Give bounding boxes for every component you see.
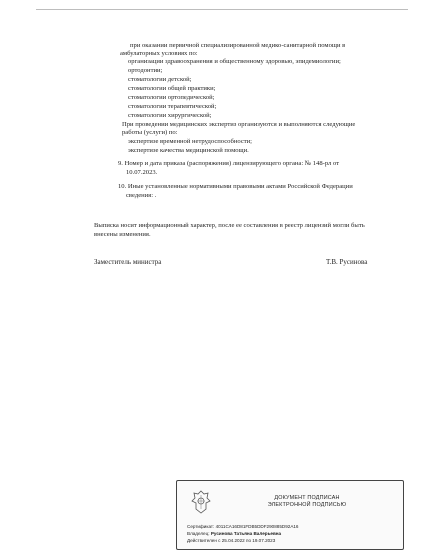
item-10-line-2: сведения: . <box>126 192 157 199</box>
service-item: ортодонтии; <box>128 67 163 74</box>
stamp-title-line-2: ЭЛЕКТРОННОЙ ПОДПИСЬЮ <box>267 502 347 508</box>
service-item: стоматологии терапевтической; <box>128 103 217 110</box>
stamp-owner <box>187 531 281 536</box>
service-item: стоматологии общей практики; <box>128 85 216 92</box>
e-signature-stamp <box>176 480 404 550</box>
header-rule <box>36 9 408 10</box>
service-item: стоматологии ортопедической; <box>128 94 215 101</box>
service-item: стоматологии детской; <box>128 76 192 83</box>
owner-label: Владелец: <box>187 531 210 536</box>
signer-name: Т.В. Русинова <box>326 258 368 266</box>
stamp-certificate <box>187 524 299 529</box>
stamp-title-line-1: ДОКУМЕНТ ПОДПИСАН <box>274 495 340 501</box>
expert-line-2: работы (услуги) по: <box>122 129 178 136</box>
item-9-line-2: 10.07.2023. <box>126 169 158 176</box>
intro-line-1: при оказании первичной специализированной медико-санитарной помощи в <box>130 42 346 49</box>
note-line-1: Выписка носит информационный характер, после ее составления в реестр лицензий могли быть <box>94 222 365 229</box>
intro-line-2: амбулаторных условиях по: <box>120 50 198 57</box>
note-line-2: внесены изменения. <box>94 231 151 238</box>
signer-title: Заместитель министра <box>94 258 162 266</box>
service-item: стоматологии хирургической; <box>128 112 212 119</box>
stamp-validity: Действителен с 25.04.2022 по 19.07.2023 <box>187 538 276 543</box>
owner-value: Русинова Татьяна Валерьевна <box>210 531 282 536</box>
item-10-line-1: 10. Иные установленные нормативными правовыми актами Российской Федерации <box>118 183 353 190</box>
expertise-item: экспертизе временной нетрудоспособности; <box>128 138 252 145</box>
stamp-title <box>217 495 397 509</box>
item-9-line-1: 9. Номер и дата приказа (распоряжения) лицензирующего органа: № 148-рл от <box>118 160 340 167</box>
coat-of-arms-icon <box>191 489 211 515</box>
expert-line-1: При проведении медицинских экспертиз организуются и выполняются следующие <box>122 121 356 128</box>
cert-value: 4011CA16D81FDB5DDF290885D92A16 <box>215 524 299 529</box>
expertise-item: экспертизе качества медицинской помощи. <box>128 147 249 154</box>
cert-label: Сертификат: <box>187 524 215 529</box>
service-item: организации здравоохранения и общественному здоровью, эпидемиологии; <box>128 58 341 65</box>
